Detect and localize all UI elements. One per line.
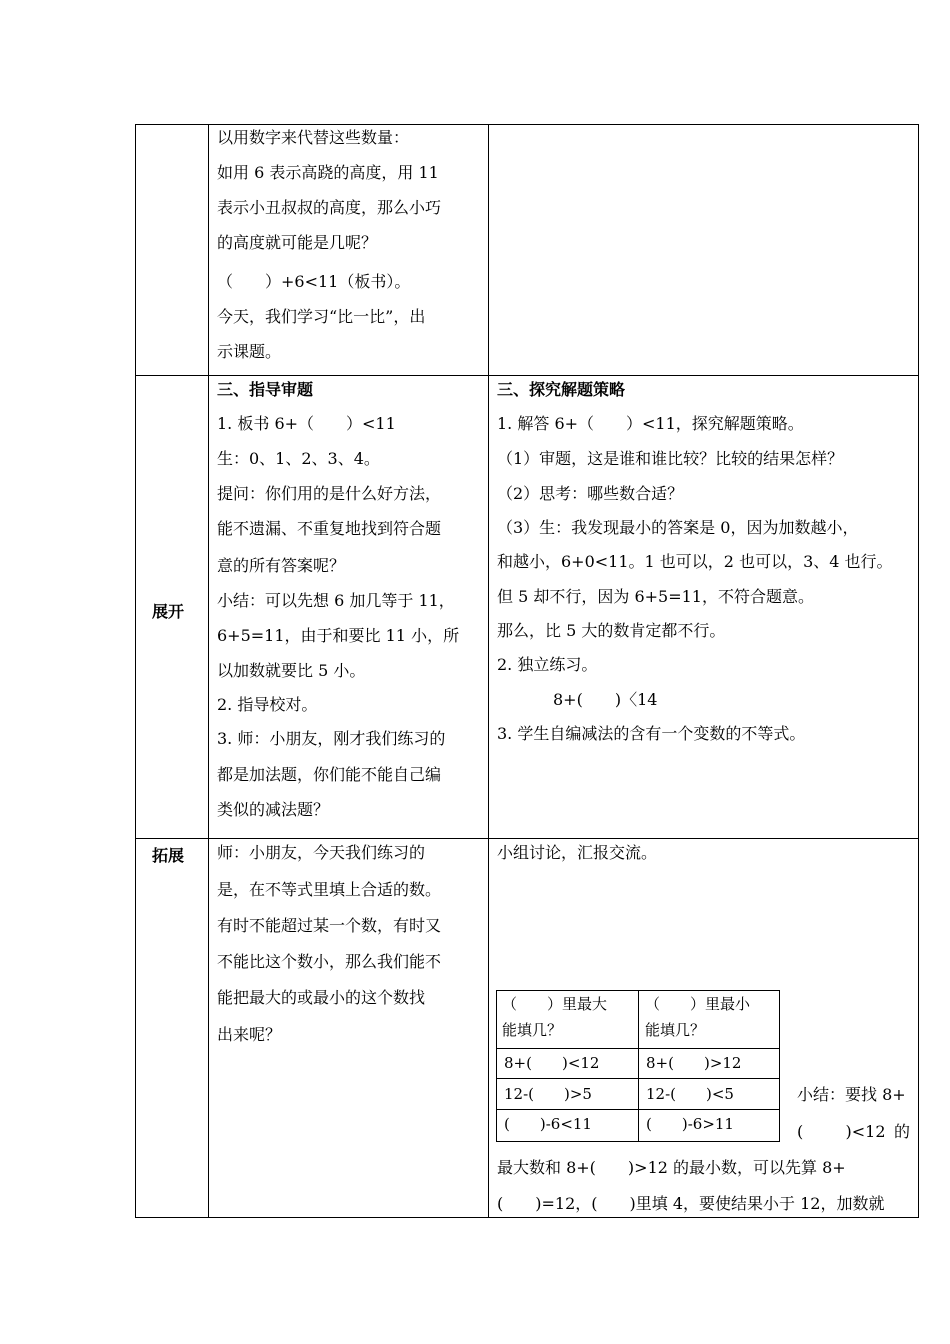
row2-right-line-9: 8+( )〈14 — [553, 690, 658, 709]
row2-right-line-6: 但 5 却不行，因为 6+5=11，不符合题意。 — [497, 587, 814, 606]
row3-label: 拓展 — [152, 846, 185, 865]
inner-col-divider — [638, 990, 639, 1142]
table-border-right — [918, 124, 919, 1218]
summary-side-line-1: 小结：要找 8+ — [797, 1085, 906, 1104]
row2-left-heading: 三、指导审题 — [217, 380, 314, 399]
row2-left-line-5: 意的所有答案呢？ — [217, 556, 346, 575]
row3-left-line-1: 师：小朋友，今天我们练习的 — [217, 843, 426, 862]
row2-left-line-10: 3. 师：小朋友，刚才我们练习的 — [217, 729, 446, 748]
inner-cell-r1-c1: 8+( )<12 — [504, 1054, 600, 1072]
row1-line-5: （ ）+6<11（板书）。 — [217, 272, 411, 291]
column-divider-2 — [488, 124, 489, 1218]
row2-left-line-3: 提问：你们用的是什么好方法， — [217, 484, 442, 503]
row2-right-line-5: 和越小，6+0<11。1 也可以，2 也可以，3、4 也行。 — [497, 552, 893, 571]
row2-right-line-1: 1. 解答 6+（ ）<11，探究解题策略。 — [497, 414, 804, 433]
summary-line-2: ( )=12，( )里填 4，要使结果小于 12，加数就 — [497, 1194, 885, 1213]
table-border-top — [135, 124, 919, 125]
row3-left-line-2: 是，在不等式里填上合适的数。 — [217, 880, 442, 899]
table-border-left — [135, 124, 136, 1218]
row3-left-line-6: 出来呢？ — [217, 1025, 282, 1044]
row3-left-line-5: 能把最大的或最小的这个数找 — [217, 988, 426, 1007]
row2-left-line-6: 小结：可以先想 6 加几等于 11， — [217, 591, 455, 610]
row1-line-6: 今天，我们学习“比一比”，出 — [217, 307, 426, 326]
row2-right-line-7: 那么，比 5 大的数肯定都不行。 — [497, 621, 726, 640]
summary-side-line-2: ( )<12 的 — [797, 1122, 910, 1141]
inner-border-right — [779, 990, 780, 1142]
inner-header-2-line-2: 能填几？ — [645, 1021, 706, 1039]
row3-left-line-3: 有时不能超过某一个数，有时又 — [217, 916, 442, 935]
inner-border-left — [496, 990, 497, 1142]
inner-row-divider-1 — [496, 1048, 780, 1049]
inner-cell-r3-c2: ( )-6>11 — [646, 1115, 734, 1133]
summary-line-1: 最大数和 8+( )>12 的最小数，可以先算 8+ — [497, 1158, 846, 1177]
row2-left-line-8: 以加数就要比 5 小。 — [217, 661, 366, 680]
row-divider-2 — [135, 838, 919, 839]
row-divider-1 — [135, 375, 919, 376]
row2-left-line-12: 类似的减法题？ — [217, 800, 330, 819]
inner-cell-r2-c1: 12-( )>5 — [504, 1085, 592, 1103]
inner-header-1-line-1: （ ）里最大 — [502, 995, 608, 1013]
table-border-bottom — [135, 1217, 919, 1218]
row2-left-line-2: 生：0、1、2、3、4。 — [217, 449, 380, 468]
row3-left-line-4: 不能比这个数小，那么我们能不 — [217, 952, 442, 971]
row2-right-line-4: （3）生：我发现最小的答案是 0，因为加数越小， — [497, 518, 859, 537]
inner-row-divider-2 — [496, 1078, 780, 1079]
row2-right-line-8: 2. 独立练习。 — [497, 655, 598, 674]
column-divider-1 — [208, 124, 209, 1218]
inner-header-2-line-1: （ ）里最小 — [645, 995, 751, 1013]
row2-left-line-7: 6+5=11，由于和要比 11 小，所 — [217, 626, 460, 645]
row2-left-line-1: 1. 板书 6+（ ）<11 — [217, 414, 396, 433]
row3-right-intro: 小组讨论，汇报交流。 — [497, 843, 658, 862]
row2-left-line-11: 都是加法题，你们能不能自己编 — [217, 765, 442, 784]
row2-right-line-2: （1）审题，这是谁和谁比较？比较的结果怎样？ — [497, 449, 844, 468]
row1-line-7: 示课题。 — [217, 342, 282, 361]
row2-left-line-4: 能不遗漏、不重复地找到符合题 — [217, 519, 442, 538]
row2-right-line-3: （2）思考：哪些数合适？ — [497, 484, 684, 503]
row1-line-1: 以用数字来代替这些数量： — [217, 128, 410, 147]
row1-line-4: 的高度就可能是几呢？ — [217, 233, 378, 252]
row2-left-line-9: 2. 指导校对。 — [217, 695, 318, 714]
inner-row-divider-3 — [496, 1109, 780, 1110]
row2-label: 展开 — [152, 602, 185, 621]
row2-right-heading: 三、探究解题策略 — [497, 380, 626, 399]
row2-right-line-10: 3. 学生自编减法的含有一个变数的不等式。 — [497, 724, 806, 743]
inner-cell-r2-c2: 12-( )<5 — [646, 1085, 734, 1103]
row1-line-3: 表示小丑叔叔的高度，那么小巧 — [217, 198, 442, 217]
inner-cell-r3-c1: ( )-6<11 — [504, 1115, 592, 1133]
inner-header-1-line-2: 能填几？ — [502, 1021, 563, 1039]
inner-cell-r1-c2: 8+( )>12 — [646, 1054, 742, 1072]
row1-line-2: 如用 6 表示高跷的高度，用 11 — [217, 163, 439, 182]
